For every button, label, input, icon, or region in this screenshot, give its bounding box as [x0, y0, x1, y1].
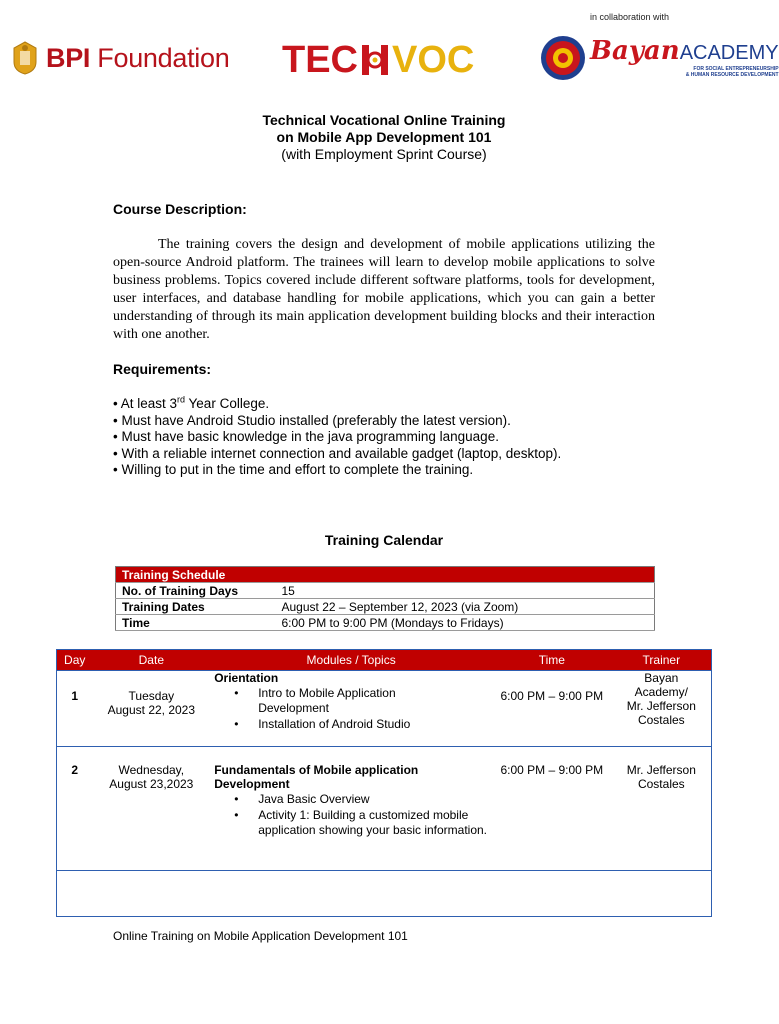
schedule-label: No. of Training Days — [116, 583, 276, 599]
course-description-body: The training covers the design and development of mobile applications utilizing the open-source Android platform. The trainees will learn to develop mobile applications to solve business problems. Topics covered include different software platforms, tools for development, user interfaces, and database handling for mobile applications, which you can gain a better understanding of through its main application development building blocks and their interaction with one another. — [113, 237, 655, 342]
requirement-item-1-sup: rd — [177, 394, 186, 405]
table-row — [57, 870, 712, 916]
requirement-item — [113, 396, 561, 413]
module-title: Orientation — [214, 671, 279, 686]
table-row — [116, 599, 655, 615]
trainer-line: Mr. Jefferson — [626, 699, 696, 714]
title-line-3: (with Employment Sprint Course) — [281, 146, 487, 162]
schedule-value: 6:00 PM to 9:00 PM (Mondays to Fridays) — [276, 615, 655, 631]
table-row — [57, 671, 712, 747]
table-header-row — [57, 650, 712, 671]
training-modules-table — [56, 649, 712, 917]
trainer-line: Bayan — [644, 671, 679, 686]
day-number: 2 — [71, 763, 79, 778]
requirement-item-1-pre: • At least 3 — [113, 396, 178, 411]
column-header-date: Date — [92, 650, 210, 671]
bayan-academy-logo — [540, 33, 779, 83]
training-calendar-heading: Training Calendar — [324, 532, 444, 548]
requirement-item: • Willing to put in the time and effort to complete the training. — [113, 462, 474, 477]
column-header-trainer: Trainer — [612, 650, 712, 671]
table-row — [116, 615, 655, 631]
bayan-logo-academy: ACADEMY — [679, 42, 779, 64]
topic-item: • Java Basic Overview — [234, 792, 492, 807]
day-number: 1 — [71, 689, 79, 704]
column-header-time: Time — [492, 650, 612, 671]
column-header-modules: Modules / Topics — [210, 650, 492, 671]
empty-row-cell — [57, 870, 712, 916]
requirement-item: • Must have basic knowledge in the java programming language. — [113, 429, 499, 444]
topic-list — [234, 792, 492, 838]
bpi-logo-rest: Foundation — [90, 42, 230, 73]
session-time: 6:00 PM – 9:00 PM — [500, 689, 604, 704]
schedule-label: Time — [116, 615, 276, 631]
requirements-heading: Requirements: — [113, 361, 212, 377]
schedule-value: August 22 – September 12, 2023 (via Zoom) — [276, 599, 655, 615]
schedule-value: 15 — [276, 583, 655, 599]
bayan-logo-sub1: FOR SOCIAL ENTREPRENEURSHIP — [693, 66, 779, 72]
requirement-item: • With a reliable internet connection and available gadget (laptop, desktop). — [113, 445, 562, 461]
topic-item: • Activity 1: Building a customized mobile application showing your basic information. — [234, 808, 492, 838]
document-title — [0, 112, 768, 163]
topic-list — [234, 686, 492, 732]
techvoc-logo-part1: TEC — [282, 39, 358, 81]
date-line: August 23,2023 — [109, 777, 194, 792]
column-header-day: Day — [57, 650, 93, 671]
requirement-item-1-post: Year College. — [185, 396, 270, 411]
bayan-logo-sub2: & HUMAN RESOURCE DEVELOPMENT — [685, 72, 779, 78]
trainer-line: Academy/ — [634, 685, 688, 700]
techvoc-logo — [282, 40, 474, 80]
page-footer: Online Training on Mobile Application Development 101 — [113, 929, 408, 943]
table-row — [57, 747, 712, 870]
requirement-item: • Must have Android Studio installed (preferably the latest version). — [113, 412, 511, 428]
date-line: Wednesday, — [118, 763, 185, 778]
techvoc-logo-part2: VOC — [392, 39, 475, 81]
date-line: August 22, 2023 — [107, 703, 196, 718]
schedule-label: Training Dates — [116, 599, 276, 615]
bayan-logo-word: Bayan — [590, 36, 680, 66]
session-time: 6:00 PM – 9:00 PM — [500, 763, 604, 778]
sun-emblem-icon — [540, 35, 586, 81]
requirements-list — [113, 396, 561, 479]
title-line-2: on Mobile App Development 101 — [276, 129, 492, 145]
training-schedule-table — [115, 566, 655, 631]
schedule-header: Training Schedule — [116, 567, 655, 583]
table-row — [116, 583, 655, 599]
collaboration-caption: in collaboration with — [590, 12, 670, 22]
course-description-heading: Course Description: — [113, 201, 247, 217]
date-line: Tuesday — [128, 689, 175, 704]
bpi-crest-icon — [12, 40, 38, 76]
trainer-line: Mr. Jefferson — [626, 763, 696, 778]
trainer-line: Costales — [637, 777, 685, 792]
gear-icon — [360, 43, 390, 77]
topic-item: • Installation of Android Studio — [234, 717, 492, 732]
topic-item: • Intro to Mobile Application Development — [234, 686, 414, 716]
bpi-logo-bold: BPI — [46, 42, 91, 73]
bpi-foundation-logo — [12, 38, 229, 78]
trainer-line: Costales — [637, 713, 685, 728]
title-line-1: Technical Vocational Online Training — [262, 112, 506, 128]
module-title: Fundamentals of Mobile application Development — [214, 763, 419, 792]
